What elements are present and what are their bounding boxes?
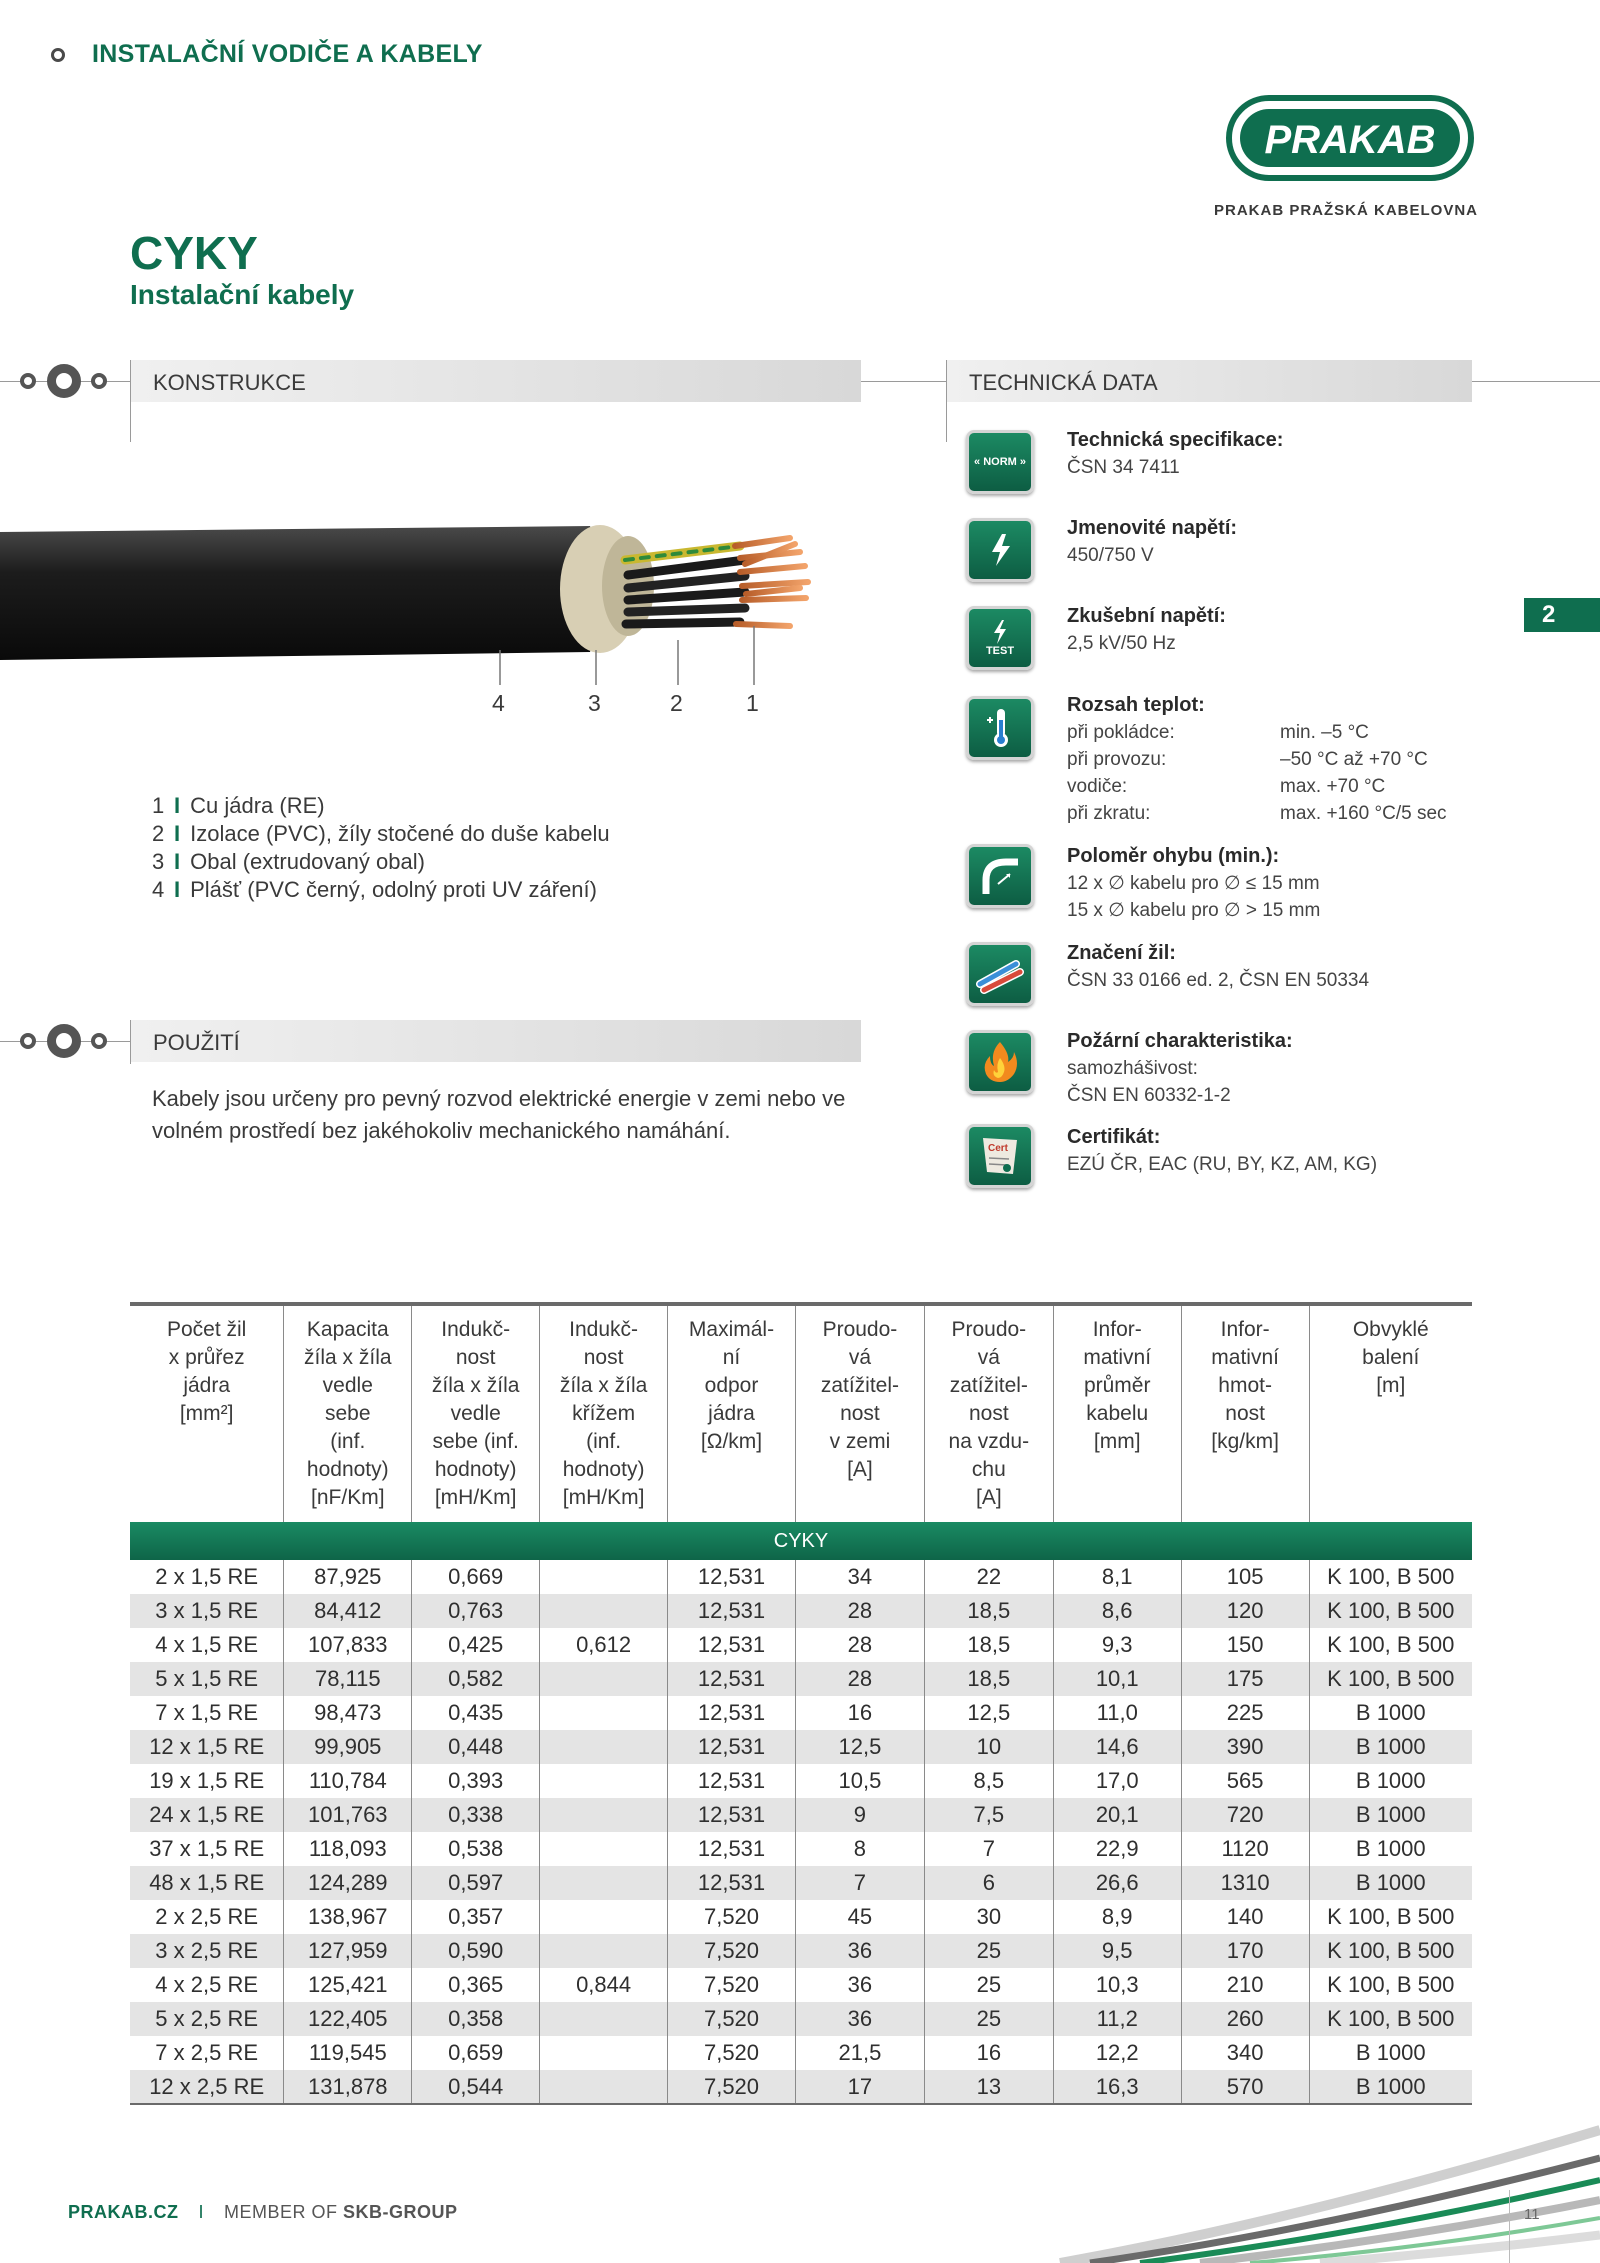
table-group-row <box>130 1522 1472 1560</box>
table-cell: 2 x 1,5 RE <box>130 1560 284 1594</box>
table-row <box>130 2036 1472 2070</box>
table-cell <box>540 1696 668 1730</box>
table-cell: 10,5 <box>795 1764 924 1798</box>
table-cell: 118,093 <box>284 1832 412 1866</box>
table-cell: 84,412 <box>284 1594 412 1628</box>
table-cell: 21,5 <box>795 2036 924 2070</box>
table-cell: B 1000 <box>1309 1866 1472 1900</box>
table-cell: 6 <box>924 1866 1053 1900</box>
table-cell <box>540 1594 668 1628</box>
norm-icon: « NORM » <box>966 430 1034 494</box>
legend-item: 3 I Obal (extrudovaný obal) <box>152 849 425 874</box>
table-cell: 0,590 <box>412 1934 540 1968</box>
chapter-tab: 2 <box>1524 598 1600 632</box>
temp-key: při zkratu: <box>1067 803 1151 824</box>
table-row <box>130 1662 1472 1696</box>
table-cell: 5 x 2,5 RE <box>130 2002 284 2036</box>
page-number: 11 <box>1524 2206 1540 2223</box>
legend-item: 2 I Izolace (PVC), žíly stočené do duše kabelu <box>152 821 610 846</box>
column-header: Počet žil x průřez jádra [mm²] <box>130 1306 284 1522</box>
tech-label: Jmenovité napětí: <box>1067 517 1238 539</box>
table-cell: 12 x 2,5 RE <box>130 2070 284 2104</box>
table-cell: 12,2 <box>1053 2036 1181 2070</box>
table-cell: 18,5 <box>924 1594 1053 1628</box>
table-cell: 124,289 <box>284 1866 412 1900</box>
table-row <box>130 1900 1472 1934</box>
voltage-icon <box>966 518 1034 582</box>
table-cell: B 1000 <box>1309 1730 1472 1764</box>
column-header: Infor- mativní hmot- nost [kg/km] <box>1181 1306 1309 1522</box>
pouziti-ring-small-2-icon <box>91 1033 107 1049</box>
wire-marking-icon <box>966 942 1034 1006</box>
logo-text: PRAKAB <box>1264 118 1436 162</box>
footer-site-link[interactable]: PRAKAB.CZ <box>68 2202 179 2222</box>
table-cell: 12,531 <box>668 1696 796 1730</box>
table-cell: K 100, B 500 <box>1309 1662 1472 1696</box>
table-cell <box>540 1866 668 1900</box>
table-cell: 125,421 <box>284 1968 412 2002</box>
table-cell: 8,9 <box>1053 1900 1181 1934</box>
table-cell: 8 <box>795 1832 924 1866</box>
table-cell: 0,544 <box>412 2070 540 2104</box>
table-row <box>130 1594 1472 1628</box>
table-cell: 1310 <box>1181 1866 1309 1900</box>
table-cell <box>540 1730 668 1764</box>
table-cell: 36 <box>795 2002 924 2036</box>
table-cell: 120 <box>1181 1594 1309 1628</box>
tech-value: samozhášivost: <box>1067 1058 1198 1079</box>
table-cell: B 1000 <box>1309 1798 1472 1832</box>
table-cell: 18,5 <box>924 1662 1053 1696</box>
table-row <box>130 1934 1472 1968</box>
table-cell: 8,6 <box>1053 1594 1181 1628</box>
table-cell: 25 <box>924 2002 1053 2036</box>
middle-connector-line <box>861 381 946 382</box>
temp-value: –50 °C až +70 °C <box>1280 749 1428 770</box>
table-cell: 131,878 <box>284 2070 412 2104</box>
table-cell: K 100, B 500 <box>1327 1632 1455 1657</box>
table-cell <box>540 2036 668 2070</box>
table-cell: 565 <box>1181 1764 1309 1798</box>
tech-value: ČSN EN 60332-1-2 <box>1067 1085 1231 1106</box>
header-bullet-icon <box>51 48 65 62</box>
group-label: CYKY <box>130 1522 1472 1560</box>
table-cell: 0,763 <box>412 1594 540 1628</box>
tech-label: Technická specifikace: <box>1067 429 1284 451</box>
column-header: Proudo- vá zatížitel- nost v zemi [A] <box>795 1306 924 1522</box>
table-cell: 0,659 <box>412 2036 540 2070</box>
temp-value: max. +70 °C <box>1280 776 1386 797</box>
tech-value: 12 x ∅ kabelu pro ∅ ≤ 15 mm <box>1067 873 1320 894</box>
table-row <box>130 1696 1472 1730</box>
table-cell: 150 <box>1181 1628 1309 1662</box>
table-cell: 22,9 <box>1053 1832 1181 1866</box>
cable-data-table <box>130 1306 1472 2105</box>
table-cell: 11,2 <box>1053 2002 1181 2036</box>
table-cell: 0,393 <box>412 1764 540 1798</box>
table-cell <box>540 2002 668 2036</box>
callout-4: 4 <box>492 690 505 716</box>
tech-label: Požární charakteristika: <box>1067 1030 1293 1052</box>
table-cell: 98,473 <box>284 1696 412 1730</box>
product-subtitle: Instalační kabely <box>130 279 355 310</box>
table-cell: 10,3 <box>1053 1968 1181 2002</box>
tech-connector-line <box>1472 381 1600 382</box>
fire-icon <box>966 1030 1034 1094</box>
table-cell: 170 <box>1181 1934 1309 1968</box>
table-cell: 140 <box>1181 1900 1309 1934</box>
table-cell: 99,905 <box>284 1730 412 1764</box>
table-cell: 12,531 <box>668 1764 796 1798</box>
table-cell: 12,531 <box>668 1628 796 1662</box>
table-cell: 0,538 <box>412 1832 540 1866</box>
temp-value: max. +160 °C/5 sec <box>1280 803 1447 824</box>
table-cell: 7,520 <box>668 2070 796 2104</box>
table-cell: 2 x 2,5 RE <box>130 1900 284 1934</box>
table-cell: 210 <box>1181 1968 1309 2002</box>
table-cell: 390 <box>1181 1730 1309 1764</box>
table-cell: 22 <box>924 1560 1053 1594</box>
table-cell: 8,1 <box>1053 1560 1181 1594</box>
legend-item: 4 I Plášť (PVC černý, odolný proti UV záření) <box>152 877 597 902</box>
table-cell: 0,582 <box>412 1662 540 1696</box>
logo-subtitle: PRAKAB PRAŽSKÁ KABELOVNA <box>1213 202 1478 219</box>
konstrukce-ring-big-icon <box>47 364 81 398</box>
table-row <box>130 1764 1472 1798</box>
table-cell: 7,5 <box>924 1798 1053 1832</box>
pouziti-bar <box>131 1020 861 1062</box>
table-cell: 25 <box>924 1934 1053 1968</box>
table-cell: K 100, B 500 <box>1309 1934 1472 1968</box>
table-cell: K 100, B 500 <box>1309 2002 1472 2036</box>
table-cell: 105 <box>1181 1560 1309 1594</box>
table-cell <box>540 2070 668 2104</box>
table-cell: 9,5 <box>1053 1934 1181 1968</box>
table-cell: 122,405 <box>284 2002 412 2036</box>
konstrukce-ring-small-2-icon <box>91 373 107 389</box>
konstrukce-bar <box>131 360 861 402</box>
table-cell: 7,520 <box>668 2002 796 2036</box>
table-cell: 12,5 <box>795 1730 924 1764</box>
usage-text: Kabely jsou určeny pro pevný rozvod elektrické energie v zemi nebo ve volném prostředí bez jakéhokoliv mechanického namáhání. <box>152 1086 846 1143</box>
table-cell: 45 <box>795 1900 924 1934</box>
table-cell: 175 <box>1181 1662 1309 1696</box>
table-cell: 4 x 2,5 RE <box>130 1968 284 2002</box>
column-header: Obvyklé balení [m] <box>1352 1318 1429 1397</box>
table-cell: 12,531 <box>668 1662 796 1696</box>
table-cell: 14,6 <box>1053 1730 1181 1764</box>
pouziti-ring-small-icon <box>20 1033 36 1049</box>
table-header-row <box>130 1306 1472 1522</box>
decorative-swoosh <box>1000 2100 1600 2263</box>
table-cell <box>540 1560 668 1594</box>
table-cell: 25 <box>924 1968 1053 2002</box>
table-cell: 12,531 <box>668 1560 796 1594</box>
table-cell: 7,520 <box>668 1900 796 1934</box>
table-cell: 10,1 <box>1053 1662 1181 1696</box>
table-cell: 570 <box>1181 2070 1309 2104</box>
table-cell: 9,3 <box>1053 1628 1181 1662</box>
table-row <box>130 1832 1472 1866</box>
table-cell: 16 <box>924 2036 1053 2070</box>
pouziti-ring-big-icon <box>47 1024 81 1058</box>
table-cell: 17,0 <box>1053 1764 1181 1798</box>
table-cell: 5 x 1,5 RE <box>130 1662 284 1696</box>
table-cell: 87,925 <box>284 1560 412 1594</box>
table-cell: 12,531 <box>668 1594 796 1628</box>
test-voltage-icon: TEST <box>966 606 1034 670</box>
tech-heading: TECHNICKÁ DATA <box>969 370 1158 395</box>
table-cell <box>540 1764 668 1798</box>
table-cell: 0,844 <box>540 1968 668 2002</box>
table-row <box>130 2070 1472 2104</box>
table-cell: 10 <box>924 1730 1053 1764</box>
temp-key: při pokládce: <box>1067 722 1175 743</box>
tech-bar <box>947 360 1472 402</box>
tech-label: Značení žil: <box>1067 942 1176 964</box>
tech-value: ČSN 34 7411 <box>1067 457 1180 478</box>
table-cell: 28 <box>795 1594 924 1628</box>
table-cell: 340 <box>1181 2036 1309 2070</box>
tech-value: ČSN 33 0166 ed. 2, ČSN EN 50334 <box>1067 970 1370 991</box>
table-cell: 0,435 <box>412 1696 540 1730</box>
table-cell: 0,448 <box>412 1730 540 1764</box>
column-header: Indukč- nost žíla x žíla křížem (inf. hodnoty) [mH/Km] <box>540 1306 668 1522</box>
table-cell: 0,358 <box>412 2002 540 2036</box>
table-cell: 119,545 <box>284 2036 412 2070</box>
table-row <box>130 1968 1472 2002</box>
certificate-icon <box>966 1124 1034 1188</box>
bend-radius-icon <box>966 844 1034 908</box>
prakab-logo <box>1226 95 1474 181</box>
pouziti-heading: POUŽITÍ <box>153 1030 240 1055</box>
table-cell: 0,357 <box>412 1900 540 1934</box>
table-cell: 26,6 <box>1053 1866 1181 1900</box>
table-cell: 37 x 1,5 RE <box>130 1832 284 1866</box>
table-cell: 12 x 1,5 RE <box>130 1730 284 1764</box>
table-cell: 138,967 <box>284 1900 412 1934</box>
tech-label: Certifikát: <box>1067 1126 1161 1148</box>
konstrukce-heading: KONSTRUKCE <box>153 370 306 395</box>
temp-key: vodiče: <box>1067 776 1128 797</box>
table-cell: 3 x 2,5 RE <box>130 1934 284 1968</box>
table-cell: 0,669 <box>412 1560 540 1594</box>
table-cell: B 1000 <box>1355 1768 1426 1793</box>
temp-value: min. –5 °C <box>1280 722 1369 743</box>
tech-label: Zkušební napětí: <box>1067 605 1226 627</box>
table-cell: 3 x 1,5 RE <box>130 1594 284 1628</box>
table-cell: 24 x 1,5 RE <box>130 1798 284 1832</box>
table-body <box>130 1522 1472 2104</box>
table-cell: 7 x 1,5 RE <box>130 1696 284 1730</box>
cable-illustration <box>0 500 840 700</box>
table-cell: 0,612 <box>540 1628 668 1662</box>
table-cell <box>540 1934 668 1968</box>
table-cell <box>540 1832 668 1866</box>
table-cell: 30 <box>924 1900 1053 1934</box>
table-cell: 8,5 <box>924 1764 1053 1798</box>
table-cell: 720 <box>1181 1798 1309 1832</box>
table-cell: 7 <box>795 1866 924 1900</box>
table-cell: 18,5 <box>924 1628 1053 1662</box>
table-cell: 0,365 <box>412 1968 540 2002</box>
table-cell: 16,3 <box>1053 2070 1181 2104</box>
table-cell: B 1000 <box>1309 2070 1472 2104</box>
table-cell: B 1000 <box>1355 1700 1426 1725</box>
tech-label: Rozsah teplot: <box>1067 694 1205 716</box>
table-cell: 34 <box>795 1560 924 1594</box>
section-title: INSTALAČNÍ VODIČE A KABELY <box>92 40 483 68</box>
table-cell: 12,531 <box>668 1832 796 1866</box>
table-row <box>130 1730 1472 1764</box>
table-cell: 1120 <box>1181 1832 1309 1866</box>
table-cell: 4 x 1,5 RE <box>130 1628 284 1662</box>
table-cell: 12,531 <box>668 1798 796 1832</box>
table-row <box>130 1866 1472 1900</box>
table-cell: 0,338 <box>412 1798 540 1832</box>
table-cell: 7 x 2,5 RE <box>130 2036 284 2070</box>
table-cell: 17 <box>795 2070 924 2104</box>
table-cell: 19 x 1,5 RE <box>130 1764 284 1798</box>
table-cell: 20,1 <box>1053 1798 1181 1832</box>
table-row <box>130 1560 1472 1594</box>
table-cell <box>540 1662 668 1696</box>
tech-value: 2,5 kV/50 Hz <box>1067 633 1176 654</box>
table-cell: 78,115 <box>284 1662 412 1696</box>
table-cell: 225 <box>1181 1696 1309 1730</box>
table-cell: 7,520 <box>668 2036 796 2070</box>
thermometer-icon <box>966 696 1034 760</box>
table-cell <box>540 1798 668 1832</box>
footer-divider <box>1509 2190 1510 2263</box>
table-cell <box>540 1900 668 1934</box>
tech-label: Poloměr ohybu (min.): <box>1067 845 1280 867</box>
table-cell: 12,5 <box>924 1696 1053 1730</box>
table-cell: 36 <box>795 1934 924 1968</box>
product-title: CYKY <box>130 227 258 279</box>
table-cell: 9 <box>795 1798 924 1832</box>
table-cell: 28 <box>795 1662 924 1696</box>
cert-icon-text: Cert <box>988 1143 1009 1154</box>
table-cell: K 100, B 500 <box>1309 1594 1472 1628</box>
table-cell: 7,520 <box>668 1968 796 2002</box>
table-cell: K 100, B 500 <box>1327 1564 1455 1589</box>
table-cell: 127,959 <box>284 1934 412 1968</box>
table-cell: K 100, B 500 <box>1327 1972 1455 1997</box>
legend-item: 1 I Cu jádra (RE) <box>152 793 325 818</box>
table-cell: 7,520 <box>668 1934 796 1968</box>
table-cell: 7 <box>924 1832 1053 1866</box>
table-cell: 0,597 <box>412 1866 540 1900</box>
column-header: Infor- mativní průměr kabelu [mm] <box>1053 1306 1181 1522</box>
table-cell: 107,833 <box>284 1628 412 1662</box>
column-header: Proudo- vá zatížitel- nost na vzdu- chu [A] <box>924 1306 1053 1522</box>
column-header: Indukč- nost žíla x žíla vedle sebe (inf. hodnoty) [mH/Km] <box>412 1306 540 1522</box>
table-row <box>130 1798 1472 1832</box>
table-cell: 12,531 <box>668 1730 796 1764</box>
table-cell: 12,531 <box>668 1866 796 1900</box>
table-row <box>130 2002 1472 2036</box>
table-row <box>130 1628 1472 1662</box>
table-cell: 36 <box>795 1968 924 2002</box>
tech-value: EZÚ ČR, EAC (RU, BY, KZ, AM, KG) <box>1067 1154 1378 1175</box>
table-cell: 13 <box>924 2070 1053 2104</box>
tech-value: 450/750 V <box>1067 545 1154 566</box>
callout-1: 1 <box>746 690 759 716</box>
table-cell: B 1000 <box>1355 2040 1426 2065</box>
column-header: Maximál- ní odpor jádra [Ω/km] <box>668 1306 796 1522</box>
table-cell: 16 <box>795 1696 924 1730</box>
table-cell: 0,425 <box>412 1628 540 1662</box>
column-header: Kapacita žíla x žíla vedle sebe (inf. hodnoty) [nF/Km] <box>284 1306 412 1522</box>
table-cell: 28 <box>795 1628 924 1662</box>
table-cell: B 1000 <box>1355 1836 1426 1861</box>
table-cell: 260 <box>1181 2002 1309 2036</box>
table-cell: K 100, B 500 <box>1327 1904 1455 1929</box>
temp-key: při provozu: <box>1067 749 1167 770</box>
table-cell: 101,763 <box>284 1798 412 1832</box>
footer-text: PRAKAB.CZ I MEMBER OF SKB-GROUP <box>68 2202 458 2222</box>
callout-2: 2 <box>670 690 683 716</box>
callout-3: 3 <box>588 690 601 716</box>
tech-value: 15 x ∅ kabelu pro ∅ > 15 mm <box>1067 900 1321 921</box>
table-cell: 110,784 <box>284 1764 412 1798</box>
konstrukce-ring-small-icon <box>20 373 36 389</box>
table-cell: 11,0 <box>1053 1696 1181 1730</box>
table-cell: 48 x 1,5 RE <box>130 1866 284 1900</box>
